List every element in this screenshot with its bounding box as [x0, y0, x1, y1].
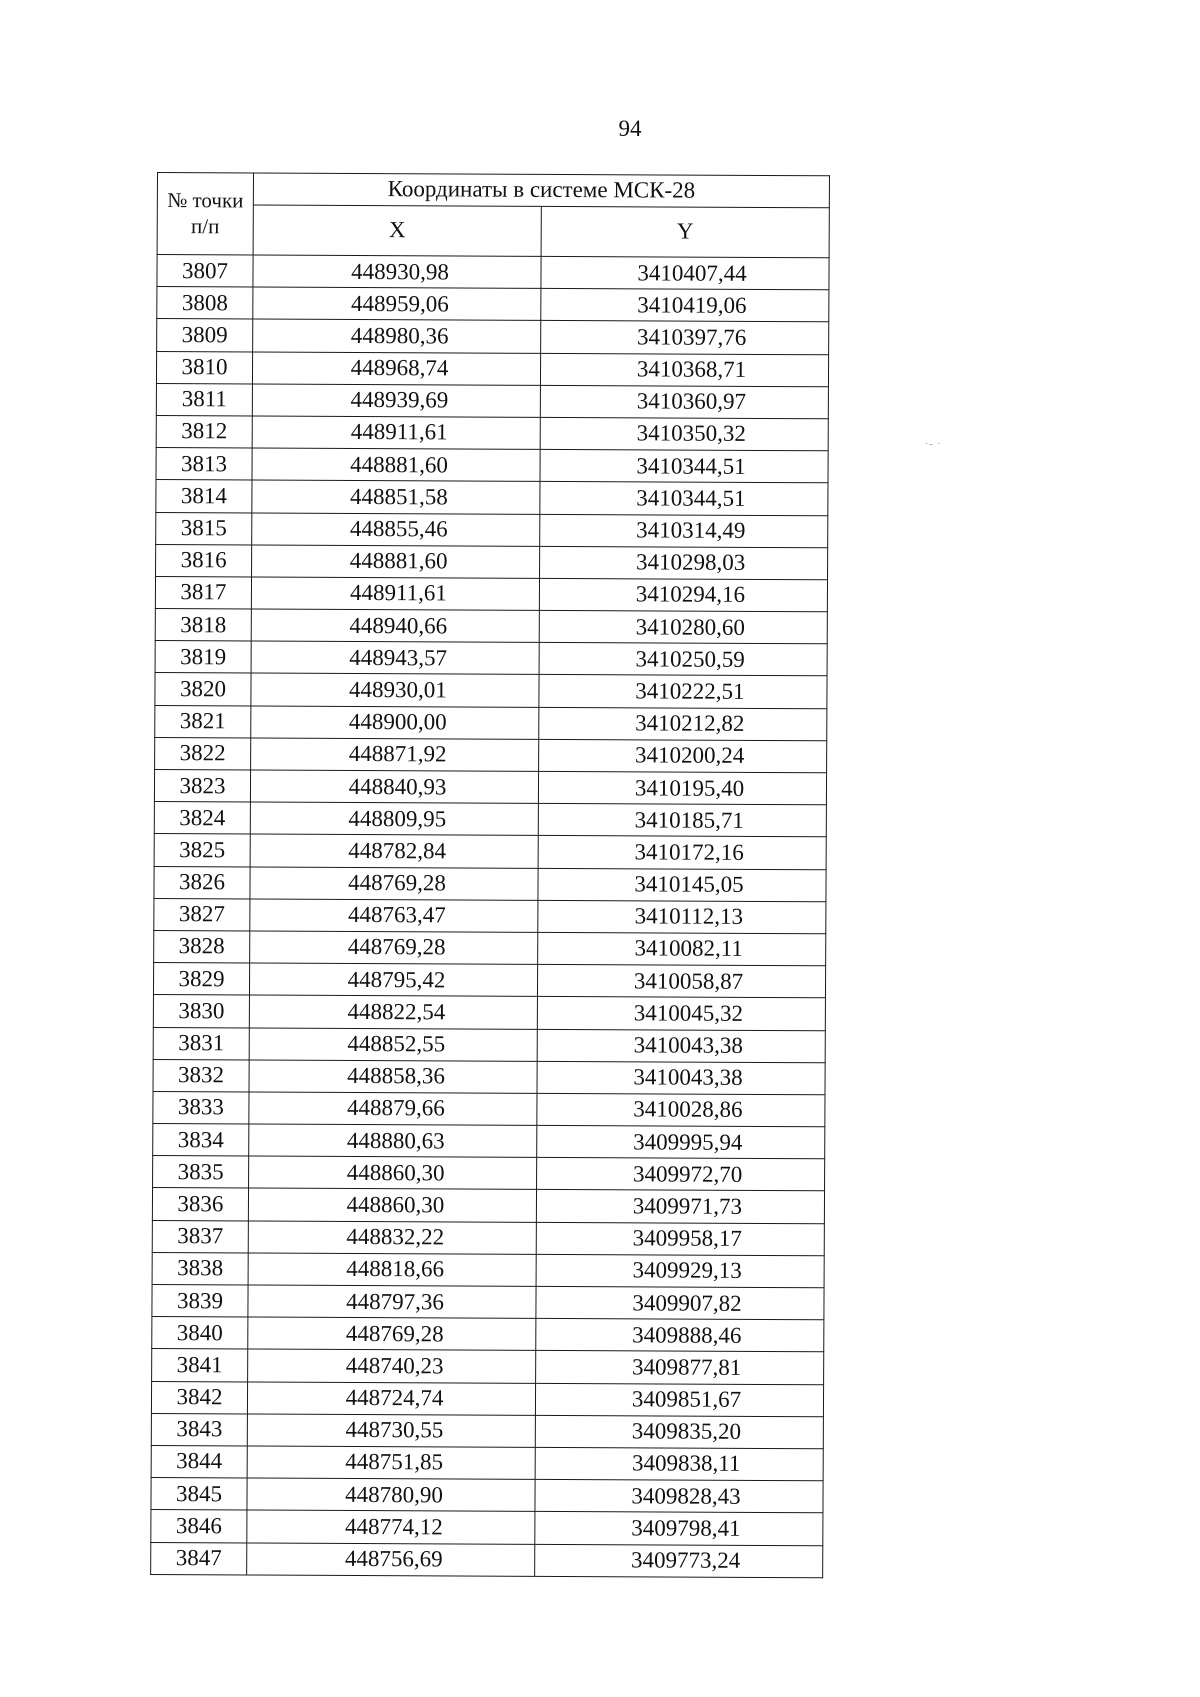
table-row	[152, 1252, 824, 1287]
table-row	[155, 737, 827, 772]
x-coordinate-cell: 448930,01	[251, 673, 539, 707]
x-coordinate-cell: 448740,23	[248, 1349, 536, 1383]
y-coordinate-cell: 3409851,67	[535, 1383, 823, 1417]
x-coordinate-cell: 448769,28	[250, 867, 538, 901]
y-coordinate-cell: 3410145,05	[538, 868, 826, 902]
y-coordinate-cell: 3409838,11	[535, 1447, 823, 1481]
table-row	[157, 255, 829, 290]
y-coordinate-cell: 3410419,06	[541, 289, 829, 323]
x-coordinate-cell: 448769,28	[250, 931, 538, 965]
table-row	[156, 351, 828, 386]
point-number-cell: 3826	[154, 866, 250, 899]
x-coordinate-cell: 448879,66	[249, 1092, 537, 1126]
point-number-cell: 3841	[152, 1349, 248, 1382]
point-number-cell: 3817	[155, 576, 251, 609]
y-coordinate-cell: 3409929,13	[536, 1254, 824, 1288]
table-row	[151, 1478, 823, 1513]
x-coordinate-cell: 448860,30	[248, 1188, 536, 1222]
point-number-cell: 3818	[155, 609, 251, 642]
point-number-cell: 3847	[151, 1542, 247, 1575]
x-coordinate-cell: 448930,98	[253, 255, 541, 289]
y-coordinate-cell: 3410112,13	[538, 900, 826, 934]
x-coordinate-cell: 448968,74	[252, 352, 540, 386]
point-number-cell: 3830	[153, 995, 249, 1028]
y-coordinate-cell: 3410185,71	[538, 804, 826, 838]
point-number-cell: 3809	[157, 319, 253, 352]
y-coordinate-cell: 3410360,97	[540, 385, 828, 419]
point-number-cell: 3840	[152, 1317, 248, 1350]
point-number-cell: 3835	[153, 1156, 249, 1189]
y-coordinate-cell: 3410045,32	[537, 997, 825, 1031]
x-coordinate-cell: 448840,93	[250, 770, 538, 804]
x-coordinate-cell: 448855,46	[252, 512, 540, 546]
x-coordinate-cell: 448880,63	[249, 1124, 537, 1158]
point-number-cell: 3813	[156, 448, 252, 481]
table-row	[153, 995, 825, 1030]
point-number-cell: 3833	[153, 1091, 249, 1124]
table-row	[152, 1349, 824, 1384]
table-row	[151, 1381, 823, 1416]
y-coordinate-cell: 3410314,49	[540, 514, 828, 548]
table-row	[155, 576, 827, 611]
y-coordinate-cell: 3410280,60	[539, 610, 827, 644]
table-row	[153, 1124, 825, 1159]
y-coordinate-cell: 3410082,11	[538, 932, 826, 966]
table-row	[152, 1220, 824, 1255]
point-number-cell: 3825	[154, 834, 250, 867]
x-coordinate-cell: 448943,57	[251, 641, 539, 675]
table-row	[152, 1188, 824, 1223]
table-row	[154, 834, 826, 869]
point-number-cell: 3831	[153, 1027, 249, 1060]
point-number-cell: 3810	[156, 351, 252, 384]
x-coordinate-cell: 448751,85	[247, 1446, 535, 1480]
point-number-cell: 3814	[156, 480, 252, 513]
table-row	[156, 448, 828, 483]
x-coordinate-cell: 448809,95	[250, 802, 538, 836]
table-row	[155, 609, 827, 644]
point-number-cell: 3832	[153, 1059, 249, 1092]
table-header-row	[157, 173, 829, 208]
point-number-cell: 3812	[156, 415, 252, 448]
table-row	[153, 1156, 825, 1191]
scan-artifact: ·- ·	[925, 439, 942, 450]
x-coordinate-cell: 448911,61	[251, 577, 539, 611]
y-coordinate-cell: 3410043,38	[537, 1061, 825, 1095]
point-number-cell: 3839	[152, 1284, 248, 1317]
y-coordinate-cell: 3409971,73	[536, 1190, 824, 1224]
table-row	[154, 866, 826, 901]
x-coordinate-cell: 448940,66	[251, 609, 539, 643]
table-row	[153, 1059, 825, 1094]
x-coordinate-cell: 448763,47	[250, 899, 538, 933]
y-coordinate-cell: 3410344,51	[540, 482, 828, 516]
table-row	[151, 1510, 823, 1545]
y-coordinate-cell: 3409828,43	[535, 1479, 823, 1513]
table-subheader-row	[157, 205, 829, 258]
point-number-cell: 3846	[151, 1510, 247, 1543]
point-number-cell: 3836	[152, 1188, 248, 1221]
y-coordinate-cell: 3410222,51	[539, 675, 827, 709]
x-coordinate-cell: 448774,12	[247, 1510, 535, 1544]
y-coordinate-cell: 3409773,24	[535, 1544, 823, 1578]
y-coordinate-cell: 3410407,44	[541, 256, 829, 290]
point-number-cell: 3838	[152, 1252, 248, 1285]
x-column-header: X	[253, 205, 541, 256]
table-row	[156, 383, 828, 418]
point-number-cell: 3845	[151, 1478, 247, 1511]
y-coordinate-cell: 3410200,24	[539, 739, 827, 773]
table-row	[155, 673, 827, 708]
table-row	[151, 1445, 823, 1480]
y-coordinate-cell: 3410172,16	[538, 836, 826, 870]
point-number-cell: 3807	[157, 255, 253, 288]
point-number-cell: 3827	[154, 898, 250, 931]
y-coordinate-cell: 3410368,71	[540, 353, 828, 387]
point-number-cell: 3820	[155, 673, 251, 706]
point-number-cell: 3837	[152, 1220, 248, 1253]
x-coordinate-cell: 448939,69	[252, 384, 540, 418]
y-coordinate-cell: 3409907,82	[536, 1286, 824, 1320]
table-row	[153, 1027, 825, 1062]
table-row	[156, 480, 828, 515]
table-row	[154, 930, 826, 965]
table-row	[156, 512, 828, 547]
y-coordinate-cell: 3410212,82	[539, 707, 827, 741]
point-number-cell: 3816	[156, 544, 252, 577]
y-coordinate-cell: 3410298,03	[540, 546, 828, 580]
point-number-cell: 3829	[153, 963, 249, 996]
table-row	[154, 898, 826, 933]
point-number-cell: 3843	[151, 1413, 247, 1446]
x-coordinate-cell: 448980,36	[253, 319, 541, 353]
x-coordinate-cell: 448782,84	[250, 834, 538, 868]
y-coordinate-cell: 3410195,40	[538, 771, 826, 805]
point-number-cell: 3819	[155, 641, 251, 674]
x-coordinate-cell: 448852,55	[249, 1027, 537, 1061]
x-coordinate-cell: 448871,92	[251, 738, 539, 772]
table-row	[154, 769, 826, 804]
table-row	[155, 641, 827, 676]
table-body	[151, 255, 829, 1578]
x-coordinate-cell: 448795,42	[249, 963, 537, 997]
point-number-cell: 3834	[153, 1124, 249, 1157]
x-coordinate-cell: 448911,61	[252, 416, 540, 450]
y-coordinate-cell: 3409995,94	[537, 1125, 825, 1159]
y-coordinate-cell: 3410350,32	[540, 417, 828, 451]
x-coordinate-cell: 448858,36	[249, 1060, 537, 1094]
table-row	[151, 1413, 823, 1448]
point-number-cell: 3815	[156, 512, 252, 545]
table-row	[153, 963, 825, 998]
x-coordinate-cell: 448832,22	[248, 1221, 536, 1255]
x-coordinate-cell: 448724,74	[247, 1382, 535, 1416]
x-coordinate-cell: 448730,55	[247, 1414, 535, 1448]
x-coordinate-cell: 448756,69	[247, 1542, 535, 1576]
point-number-cell: 3844	[151, 1445, 247, 1478]
y-coordinate-cell: 3410294,16	[539, 578, 827, 612]
x-coordinate-cell: 448818,66	[248, 1253, 536, 1287]
y-coordinate-cell: 3410058,87	[537, 964, 825, 998]
table-row	[154, 802, 826, 837]
table-row	[151, 1542, 823, 1577]
table-row	[152, 1284, 824, 1319]
x-coordinate-cell: 448822,54	[249, 995, 537, 1029]
point-number-cell: 3821	[155, 705, 251, 738]
table-row	[156, 415, 828, 450]
table-row	[153, 1091, 825, 1126]
y-coordinate-cell: 3410043,38	[537, 1029, 825, 1063]
y-coordinate-cell: 3409877,81	[536, 1351, 824, 1385]
x-coordinate-cell: 448881,60	[252, 448, 540, 482]
y-coordinate-cell: 3409958,17	[536, 1222, 824, 1256]
point-number-cell: 3811	[156, 383, 252, 416]
page-number: 94	[618, 116, 642, 141]
coordinates-table	[150, 172, 830, 1578]
x-coordinate-cell: 448881,60	[252, 545, 540, 579]
y-coordinate-cell: 3410344,51	[540, 450, 828, 484]
table-row	[155, 705, 827, 740]
point-number-header: № точки п/п	[157, 173, 253, 255]
y-coordinate-cell: 3409888,46	[536, 1319, 824, 1353]
point-number-cell: 3842	[151, 1381, 247, 1414]
y-coordinate-cell: 3409835,20	[535, 1415, 823, 1449]
x-coordinate-cell: 448769,28	[248, 1317, 536, 1351]
table-row	[156, 544, 828, 579]
x-coordinate-cell: 448780,90	[247, 1478, 535, 1512]
y-coordinate-cell: 3410250,59	[539, 643, 827, 677]
table-row	[157, 319, 829, 354]
coordinate-system-header: Координаты в системе МСК-28	[253, 173, 829, 208]
point-number-cell: 3808	[157, 287, 253, 320]
x-coordinate-cell: 448797,36	[248, 1285, 536, 1319]
table-row	[152, 1317, 824, 1352]
x-coordinate-cell: 448851,58	[252, 480, 540, 514]
y-coordinate-cell: 3410397,76	[541, 321, 829, 355]
point-number-cell: 3822	[155, 737, 251, 770]
table-row	[157, 287, 829, 322]
x-coordinate-cell: 448860,30	[249, 1156, 537, 1190]
y-coordinate-cell: 3410028,86	[537, 1093, 825, 1127]
x-coordinate-cell: 448900,00	[251, 706, 539, 740]
point-number-cell: 3824	[154, 802, 250, 835]
y-coordinate-cell: 3409798,41	[535, 1512, 823, 1546]
point-number-cell: 3823	[154, 769, 250, 802]
y-column-header: Y	[541, 206, 829, 257]
y-coordinate-cell: 3409972,70	[537, 1158, 825, 1192]
x-coordinate-cell: 448959,06	[253, 287, 541, 321]
point-number-cell: 3828	[154, 930, 250, 963]
